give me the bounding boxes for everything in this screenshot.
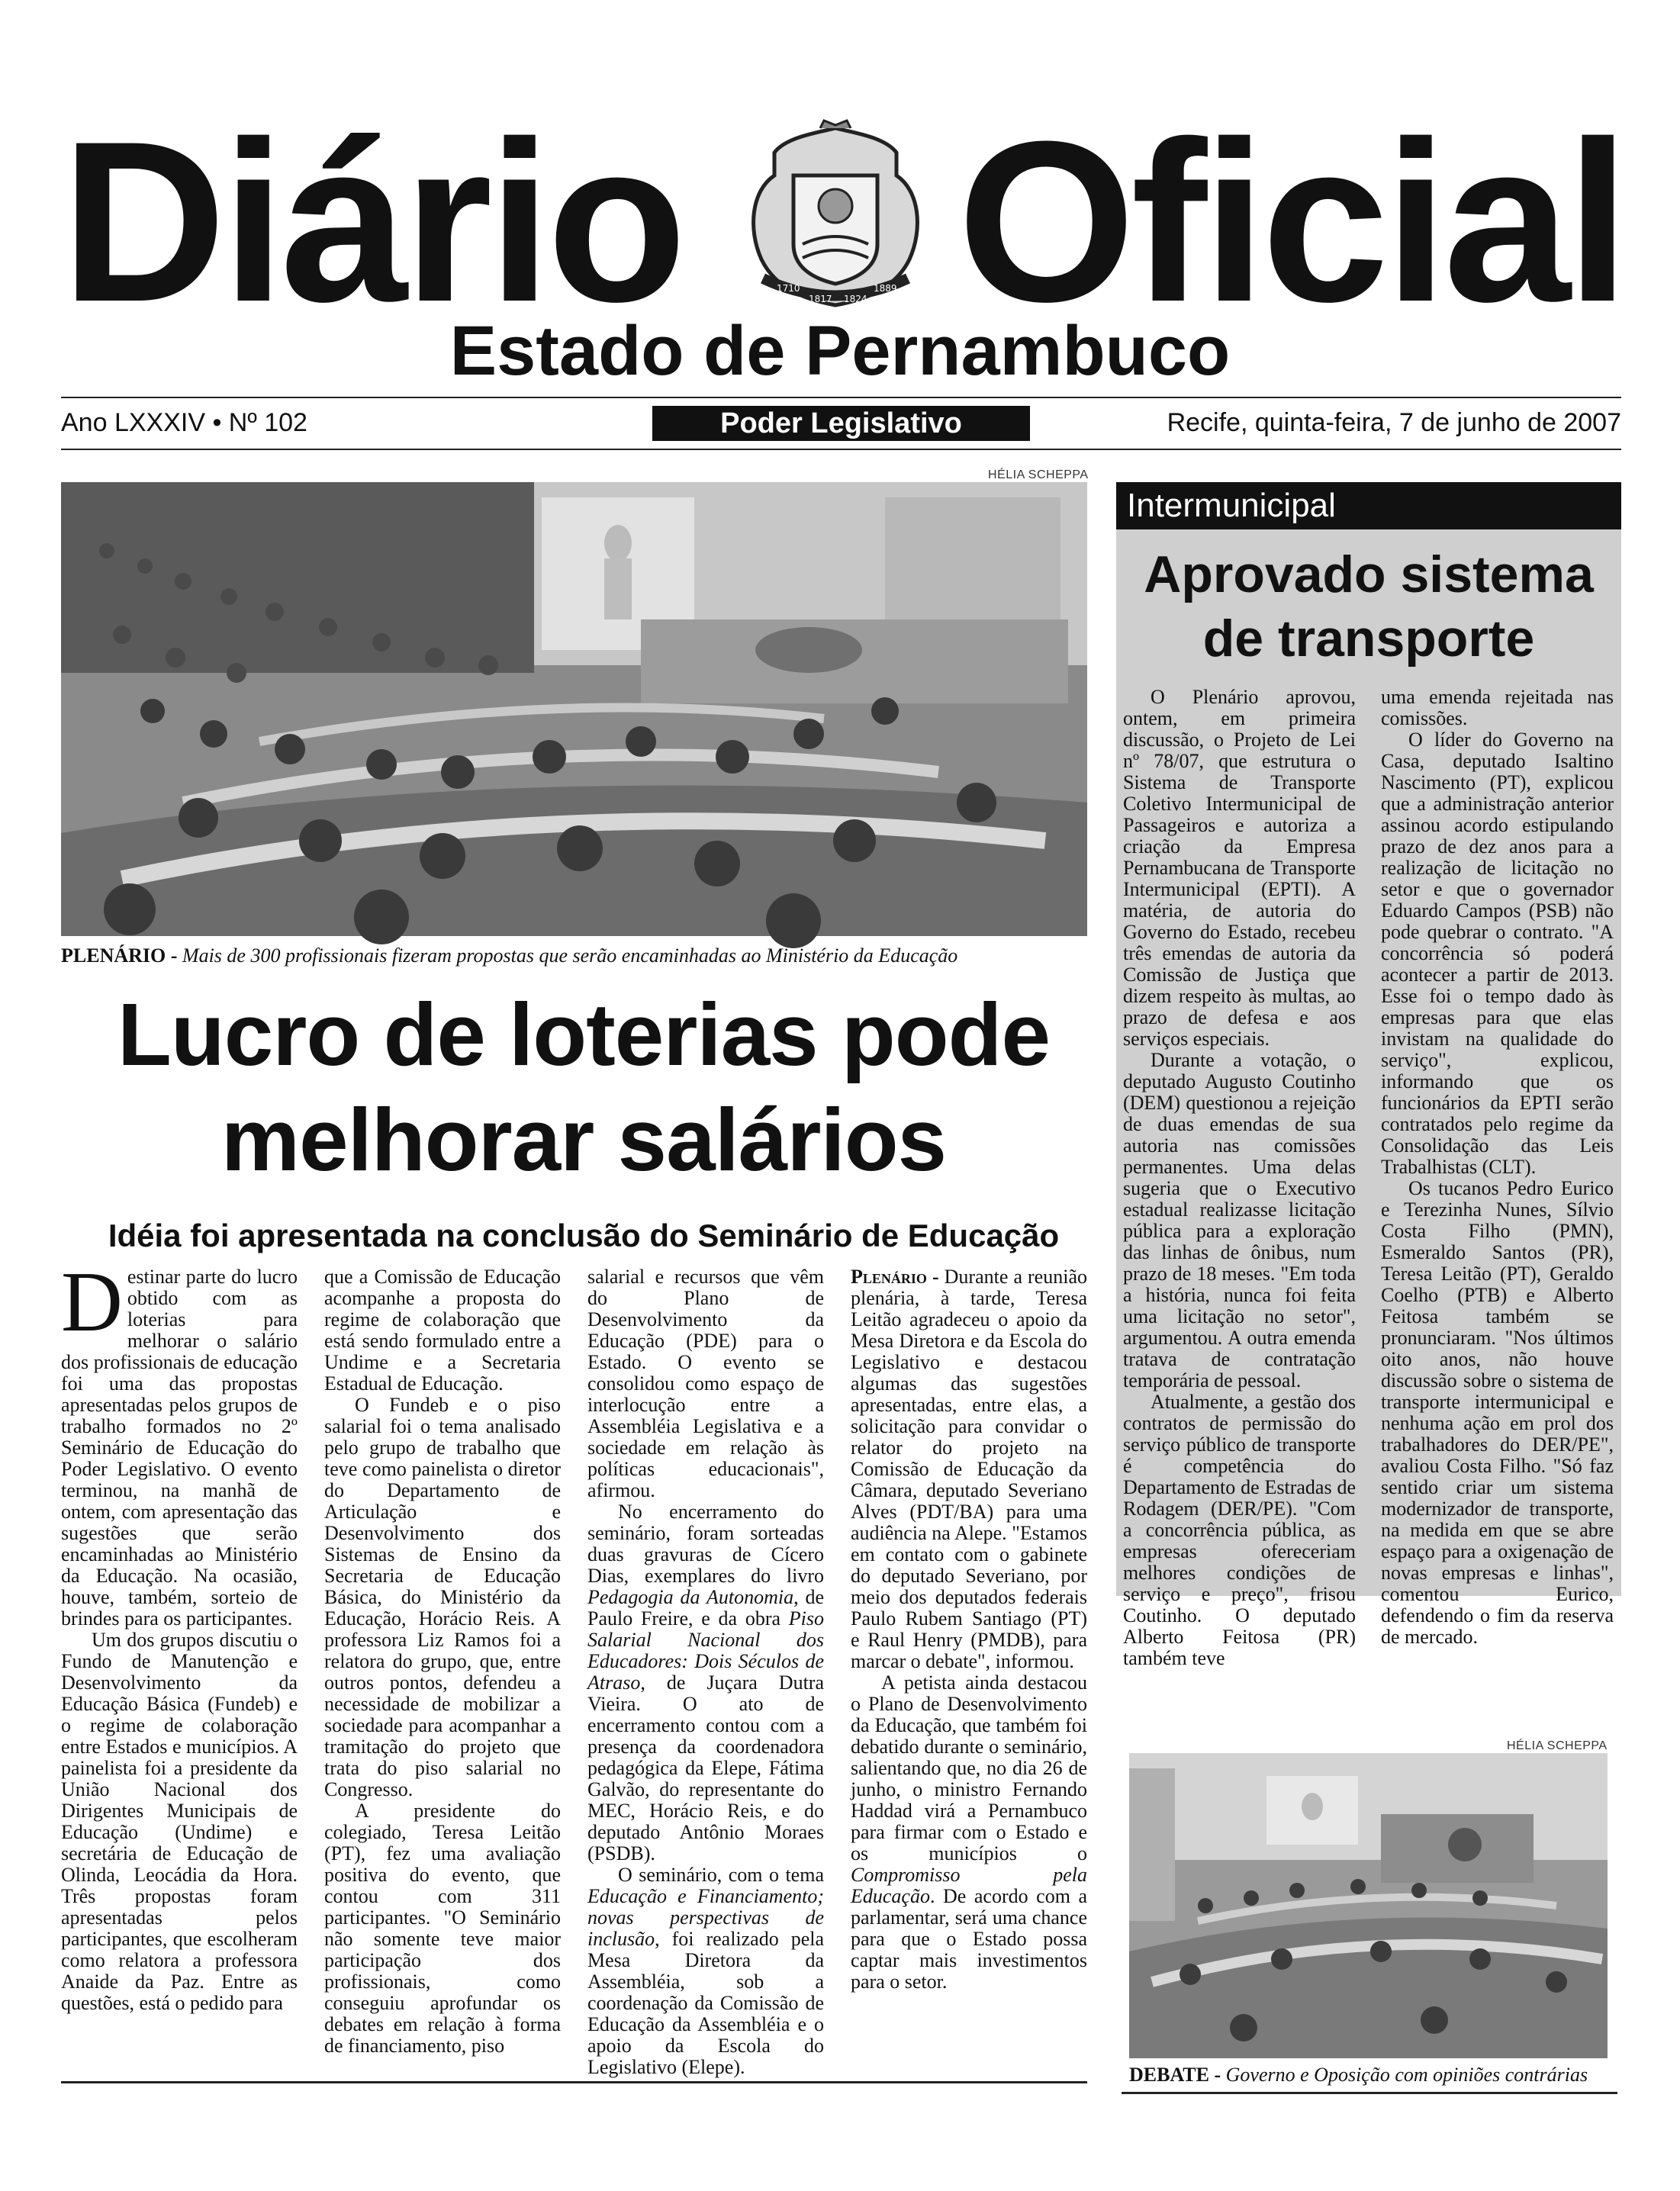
main-col3-para1: salarial e recursos que vêm do Plano de Desenvolvimento da Educação (PDE) para o Estado. O evento se consolidou como espaço de interlocução entre a Assembléia Legislativa e a sociedade em relação às políticas educacionais", afirmou. <box>587 1266 824 1501</box>
issue-number: Ano LXXXIV • Nº 102 <box>61 408 307 437</box>
main-col1-para2: Um dos grupos discutiu o Fundo de Manutenção e Desenvolvimento da Educação Básica (Fundeb) e o regime de colaboração entre Estados e municípios. A painelista foi a presidente da União Nacional dos Dirigentes Municipais de Educação (Undime) e secretária de Educação de Olinda, Leocádia da Hora. Três propostas foram apresentadas pelos participantes, que escolheram como relatora a professora Anaide da Paz. Entre as questões, está o pedido para <box>61 1629 298 2014</box>
coat-of-arms-seal-icon <box>740 122 931 313</box>
main-col3-para2: No encerramento do seminário, foram sorteadas duas gravuras de Cícero Dias, exemplares do livro Pedagogia da Autonomia, de Paulo Freire, e da obra Piso Salarial Nacional dos Educadores: Dois Séculos de Atraso, de Juçara Dutra Vieira. O ato de encerramento contou com a presença da coordenadora pedagógica da Elepe, Fátima Galvão, do representante do MEC, Horácio Reis, e do deputado Antônio Moraes (PSDB). <box>587 1501 824 1864</box>
main-photo <box>61 482 1087 936</box>
bottom-rule-right <box>1122 2092 1617 2094</box>
seal-year-2: 1817 <box>809 294 832 304</box>
sidebar-headline-line2: de transporte <box>1202 610 1535 668</box>
compromisso-title: Compromisso pela Educação <box>851 1864 1087 1907</box>
side-col1-para1: O Plenário aprovou, ontem, em primeira discussão, o Projeto de Lei nº 78/07, que estrutura o Sistema de Transporte Coletivo Intermunicipal de Passageiros e autoriza a criação da Empresa Pernambucana de Transporte Intermunicipal (EPTI). A matéria, de autoria do Governo do Estado, recebeu três emendas de autoria da Comissão de Justiça que dizem respeito às multas, ao prazo de defesa e aos serviços especiais. <box>1123 686 1356 1050</box>
main-photo-caption <box>61 944 1087 968</box>
dateline: Recife, quinta-feira, 7 de junho de 2007 <box>1167 408 1621 437</box>
sidebar-photo <box>1129 1753 1608 2058</box>
main-caption-text: Mais de 300 profissionais fizeram propostas que serão encaminhadas ao Ministério da Educação <box>182 944 958 967</box>
side-col1-para3: Atualmente, a gestão dos contratos de permissão do serviço público de transporte é competência do Departamento de Estradas de Rodagem (DER/PE). "Com a concorrência pública, as empresas ofereceriam melhores condições de serviço e preço", frisou Coutinho. O deputado Alberto Feitosa (PR) também teve <box>1123 1391 1356 1669</box>
main-headline-line2: melhorar salários <box>220 1090 947 1189</box>
main-col2-para3: A presidente do colegiado, Teresa Leitão (PT), fez uma avaliação positiva do evento, que contou com 311 participantes. "O Seminário não somente teve maior participação dos profissionais, como conseguiu aprofundar os debates em relação à forma de financiamento, piso <box>324 1800 561 2057</box>
plenario-lead: Plenário - <box>851 1266 945 1288</box>
main-headline-line1: Lucro de loterias pode <box>117 985 1050 1084</box>
main-story-column-3 <box>587 1266 824 2078</box>
main-story-column-1 <box>61 1255 298 2075</box>
seal-year-4: 1889 <box>874 283 897 294</box>
dropcap: D <box>61 1255 123 1350</box>
main-deck: Idéia foi apresentada na conclusão do Seminário de Educação <box>108 1218 1060 1253</box>
main-photo-credit: HÉLIA SCHEPPA <box>988 468 1089 481</box>
seal-year-3: 1824 <box>844 294 867 304</box>
section-banner: Poder Legislativo <box>652 406 1030 441</box>
sidebar-column-1 <box>1123 686 1356 1669</box>
seal-year-1: 1710 <box>777 283 800 294</box>
sidebar-caption-label: DEBATE - <box>1129 2064 1226 2086</box>
book-title-1: Pedagogia da Autonomia <box>587 1586 794 1608</box>
masthead-subtitle: Estado de Pernambuco <box>449 312 1231 390</box>
main-col4-para1: Plenário - Durante a reunião plenária, à tarde, Teresa Leitão agradeceu o apoio da Mesa Diretora e da Escola do Legislativo e destacou algumas das sugestões apresentadas, entre elas, a solicitação para convidar o relator do projeto na Comissão de Educação da Câmara, deputado Severiano Alves (PDT/BA) para uma audiência na Alepe. "Estamos em contato com o gabinete do deputado Severiano, por meio dos deputados federais Paulo Rubem Santiago (PT) e Raul Henry (PMDB), para marcar o debate", informou. <box>851 1266 1087 1672</box>
book-title-2: Piso Salarial Nacional dos Educadores: Dois Séculos de Atraso <box>587 1607 824 1694</box>
sidebar-headline-line1: Aprovado sistema <box>1144 545 1594 603</box>
main-story-column-2 <box>324 1266 561 2075</box>
side-col1-para2: Durante a votação, o deputado Augusto Coutinho (DEM) questionou a rejeição de duas emendas de sua autoria nas comissões permanentes. Uma delas sugeria que o Executivo estadual realizasse licitação pública para a exploração das linhas de ônibus, num prazo de 18 meses. "Em toda a história, nunca foi feita uma licitação no setor", argumentou. A outra emenda tratava de contratação temporária de pessoal. <box>1123 1049 1356 1391</box>
masthead <box>61 93 1625 349</box>
sidebar-photo-caption <box>1129 2063 1617 2087</box>
bottom-rule-left <box>61 2081 1087 2083</box>
main-col4-para2: A petista ainda destacou o Plano de Desenvolvimento da Educação, que também foi debatido durante o seminário, salientando que, no dia 26 de junho, o ministro Fernando Haddad virá a Pernambuco para firmar com o Estado e os municípios o Compromisso pela Educação. De acordo com a parlamentar, será uma chance para que o Estado possa captar mais investimentos para o setor. <box>851 1671 1087 1993</box>
seminar-theme: Educação e Financiamento; novas perspectivas de inclusão <box>587 1885 824 1950</box>
sidebar-kicker: Intermunicipal <box>1116 482 1621 529</box>
main-col2-para2: O Fundeb e o piso salarial foi o tema analisado pelo grupo de trabalho que teve como painelista o diretor do Departamento de Articulação e Desenvolvimento dos Sistemas de Ensino da Secretaria de Educação Básica, do Ministério da Educação, Horácio Reis. A professora Liz Ramos foi a relatora do grupo, que, entre outros pontos, defendeu a necessidade de mobilizar a sociedade para acompanhar a tramitação do projeto que trata do piso salarial no Congresso. <box>324 1394 561 1800</box>
side-col2-para3: Os tucanos Pedro Eurico e Terezinha Nunes, Sílvio Costa Filho (PMN), Esmeraldo Santos (PR), Teresa Leitão (PT), Geraldo Coelho (PTB) e Alberto Feitosa também se pronunciaram. "Nos últimos oito anos, não houve discussão sobre o sistema de transporte intermunicipal e nenhuma ação em prol dos trabalhadores do DER/PE", avaliou Costa Filho. "Só faz sentido criar um sistema modernizador de transporte, na medida em que se abre espaço para a oxigenação de novas empresas e linhas", comentou Eurico, defendendo o fim da reserva de mercado. <box>1381 1177 1614 1648</box>
main-caption-label: PLENÁRIO - <box>61 944 182 967</box>
masthead-title-right: Oficial <box>957 93 1625 349</box>
main-col1-para1: estinar parte do lucro obtido com as loterias para melhorar o salário dos profissionais de educação foi uma das propostas apresentadas pelos grupos de trabalho formados no 2º Seminário de Educação do Poder Legislativo. O evento terminou, na manhã de ontem, com apresentação das sugestões que serão encaminhadas ao Ministério da Educação. Na ocasião, houve, também, sorteio de brindes para os participantes. <box>61 1266 298 1630</box>
main-story-column-4 <box>851 1266 1087 2075</box>
sidebar-caption-text: Governo e Oposição com opiniões contrárias <box>1225 2064 1588 2086</box>
main-col3-para3: O seminário, com o tema Educação e Financiamento; novas perspectivas de inclusão, foi realizado pela Mesa Diretora da Assembléia, sob a coordenação da Comissão de Educação da Assembléia e o apoio da Escola do Legislativo (Elepe). <box>587 1864 824 2078</box>
main-col2-para1: que a Comissão de Educação acompanhe a proposta do regime de colaboração que está sendo formulado entre a Undime e a Secretaria Estadual de Educação. <box>324 1266 561 1395</box>
side-col2-para1: uma emenda rejeitada nas comissões. <box>1381 686 1614 729</box>
top-rule <box>61 397 1621 398</box>
sidebar-column-2 <box>1381 686 1614 1648</box>
header-bottom-rule <box>61 449 1621 450</box>
sidebar-photo-credit: HÉLIA SCHEPPA <box>1507 1739 1608 1752</box>
plenary-photo-image <box>61 482 1087 936</box>
side-col2-para2: O líder do Governo na Casa, deputado Isaltino Nascimento (PT), explicou que a administração anterior assinou acordo estipulando prazo de dez anos para a realização de licitação no setor e que o governador Eduardo Campos (PSB) não pode quebrar o contrato. "A concorrência só poderá acontecer a partir de 2013. Esse foi o tempo dado às empresas para que elas invistam na qualidade do serviço", explicou, informando que os funcionários da EPTI serão contratados pelo regime da Consolidação das Leis Trabalhistas (CLT). <box>1381 729 1614 1178</box>
masthead-title-left: Diário <box>61 93 683 349</box>
debate-photo-image <box>1129 1753 1608 2058</box>
